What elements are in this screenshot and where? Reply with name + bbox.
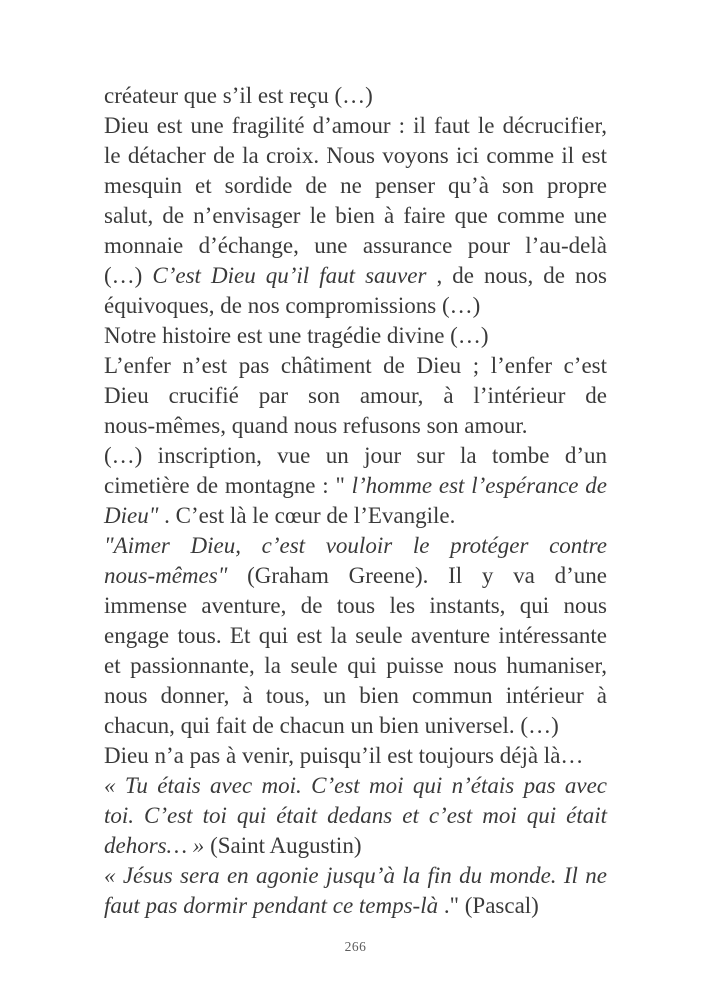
text-line [104,81,607,111]
text-run: et passionnante, la seule qui puisse nous humaniser, [104,653,607,678]
text-line [104,861,607,891]
text-run: . C’est là le cœur de l’Evangile. [158,503,456,528]
text-run-italic: Dieu" [104,503,159,528]
text-run: (Saint Augustin) [204,833,362,858]
page-text-block [104,81,607,921]
text-line [104,381,607,411]
text-run: , de nous, de nos [426,263,607,288]
text-run: nous-mêmes, quand nous refusons son amour. [104,413,528,438]
text-line [104,231,607,261]
text-run: chacun, qui fait de chacun un bien universel. (…) [104,713,559,738]
text-run: le détacher de la croix. Nous voyons ici comme il est [104,143,607,168]
text-line [104,531,607,561]
text-line [104,621,607,651]
text-line [104,111,607,141]
text-run: (…) inscription, vue un jour sur la tombe d’un [104,443,607,468]
text-line [104,771,607,801]
text-line [104,681,607,711]
text-run: mesquin et sordide de ne penser qu’à son propre [104,173,607,198]
text-line [104,891,607,921]
text-run: Dieu n’a pas à venir, puisqu’il est toujours déjà là… [104,743,584,768]
text-line [104,831,607,861]
text-run-italic: C’est Dieu qu’il faut sauver [152,263,427,288]
text-run: (Graham Greene). Il y va d’une [227,563,607,588]
text-line [104,741,607,771]
page-footer [104,938,607,956]
page-number: 266 [344,939,367,954]
text-run-italic: faut pas dormir pendant ce temps-là [104,893,439,918]
text-line [104,801,607,831]
text-line [104,501,607,531]
text-run: équivoques, de nos compromissions (…) [104,293,481,318]
text-line [104,291,607,321]
text-run: créateur que s’il est reçu (…) [104,83,373,108]
text-line [104,711,607,741]
text-run: (…) [104,263,153,288]
text-line [104,441,607,471]
text-line [104,261,607,291]
text-run: nous donner, à tous, un bien commun intérieur à [104,683,607,708]
text-line [104,171,607,201]
text-run: monnaie d’échange, une assurance pour l’au-delà [104,233,607,258]
text-run: engage tous. Et qui est la seule aventure intéressante [104,623,607,648]
text-line [104,561,607,591]
text-run-italic: "Aimer Dieu, c’est vouloir le protéger contre [104,533,607,558]
text-run: immense aventure, de tous les instants, qui nous [104,593,607,618]
text-line [104,351,607,381]
text-run: Dieu crucifié par son amour, à l’intérieur de [104,383,607,408]
text-run: cimetière de montagne : " [104,473,352,498]
text-line [104,321,607,351]
text-run: Dieu est une fragilité d’amour : il faut le décrucifier, [104,113,607,138]
text-run-italic: nous-mêmes" [104,563,228,588]
text-run-italic: « Jésus sera en agonie jusqu’à la fin du monde. Il ne [104,863,607,888]
text-line [104,471,607,501]
text-run: Notre histoire est une tragédie divine (…) [104,323,489,348]
text-run-italic: toi. C’est toi qui était dedans et c’est moi qui était [104,803,607,828]
text-line [104,141,607,171]
text-line [104,411,607,441]
text-run: salut, de n’envisager le bien à faire que comme une [104,203,607,228]
text-line [104,591,607,621]
text-run-italic: « Tu étais avec moi. C’est moi qui n’étais pas avec [104,773,607,798]
text-run: ." (Pascal) [438,893,539,918]
text-run-italic: l’homme est l’espérance de [351,473,607,498]
text-line [104,201,607,231]
text-run: L’enfer n’est pas châtiment de Dieu ; l’enfer c’est [104,353,607,378]
text-line [104,651,607,681]
text-run-italic: dehors… » [104,833,205,858]
